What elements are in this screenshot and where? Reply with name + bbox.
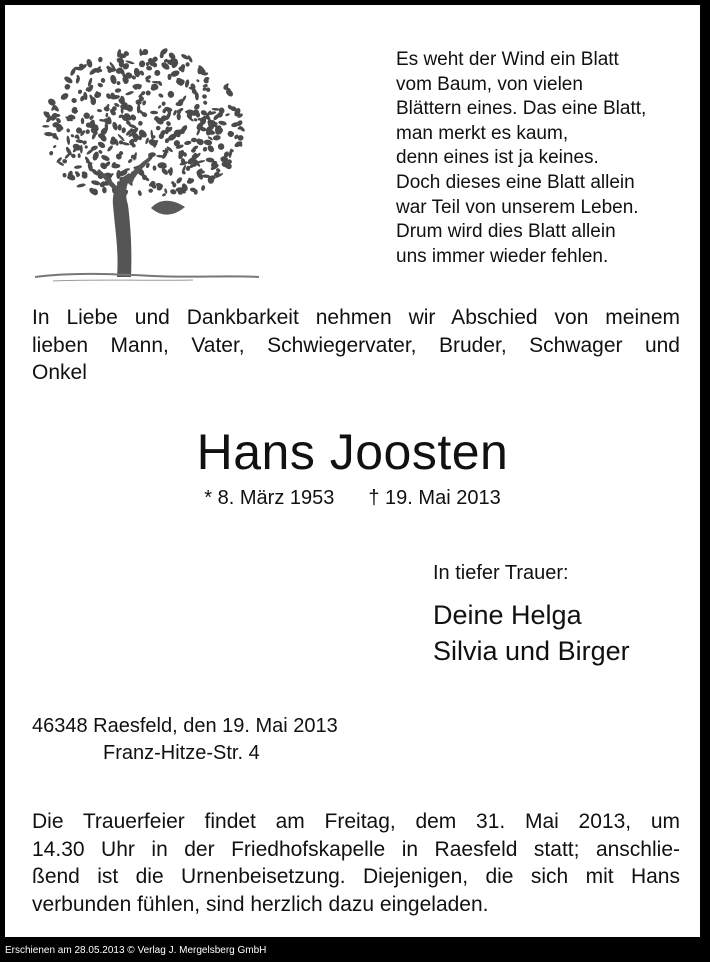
mourner-name: Silvia und Birger <box>433 636 630 666</box>
intro-line: lieben Mann, Vater, Schwiegervater, Bruder, Schwager und <box>32 333 680 357</box>
address-place-date: 46348 Raesfeld, den 19. Mai 2013 <box>32 715 338 737</box>
intro-line: Onkel <box>32 361 87 384</box>
poem-line: man merkt es kaum, <box>396 122 569 144</box>
poem <box>396 48 646 269</box>
address-street: Franz-Hitze-Str. 4 <box>103 742 260 764</box>
poem-line: denn eines ist ja keines. <box>396 147 599 169</box>
ceremony-line: verbunden fühlen, sind herzlich dazu eingeladen. <box>32 892 489 916</box>
poem-line: Doch dieses eine Blatt allein <box>396 171 635 193</box>
obituary-card <box>5 5 700 937</box>
poem-line: uns immer wieder fehlen. <box>396 245 609 267</box>
ceremony-line: ßend ist die Urnenbeisetzung. Diejenigen, die sich mit Hans <box>32 865 680 888</box>
poem-line: Blättern eines. Das eine Blatt, <box>396 98 647 120</box>
intro-line: In Liebe und Dankbarkeit nehmen wir Abschied von meinem <box>32 306 680 329</box>
publication-footer: Erschienen am 28.05.2013 © Verlag J. Mergelsberg GmbH <box>5 945 267 956</box>
address-block <box>32 713 338 767</box>
birth-date: * 8. März 1953 <box>204 487 335 509</box>
mourners-names <box>433 597 630 669</box>
poem-line: vom Baum, von vielen <box>396 73 583 95</box>
deceased-name: Hans Joosten <box>196 424 509 480</box>
mourner-name: Deine Helga <box>433 600 582 630</box>
ceremony-notice <box>32 808 680 918</box>
ceremony-line: Die Trauerfeier findet am Freitag, dem 31. Mai 2013, um <box>32 810 680 833</box>
poem-line: Drum wird dies Blatt allein <box>396 221 616 243</box>
life-dates <box>5 487 700 510</box>
ceremony-line: 14.30 Uhr in der Friedhofskapelle in Raesfeld statt; anschlie- <box>32 837 680 861</box>
death-date: † 19. Mai 2013 <box>368 487 501 509</box>
farewell-intro <box>32 304 680 387</box>
poem-line: Es weht der Wind ein Blatt <box>396 49 619 70</box>
poem-line: war Teil von unserem Leben. <box>396 196 639 218</box>
mourners-heading: In tiefer Trauer: <box>433 562 569 584</box>
tree-with-falling-leaf-icon <box>33 45 261 285</box>
